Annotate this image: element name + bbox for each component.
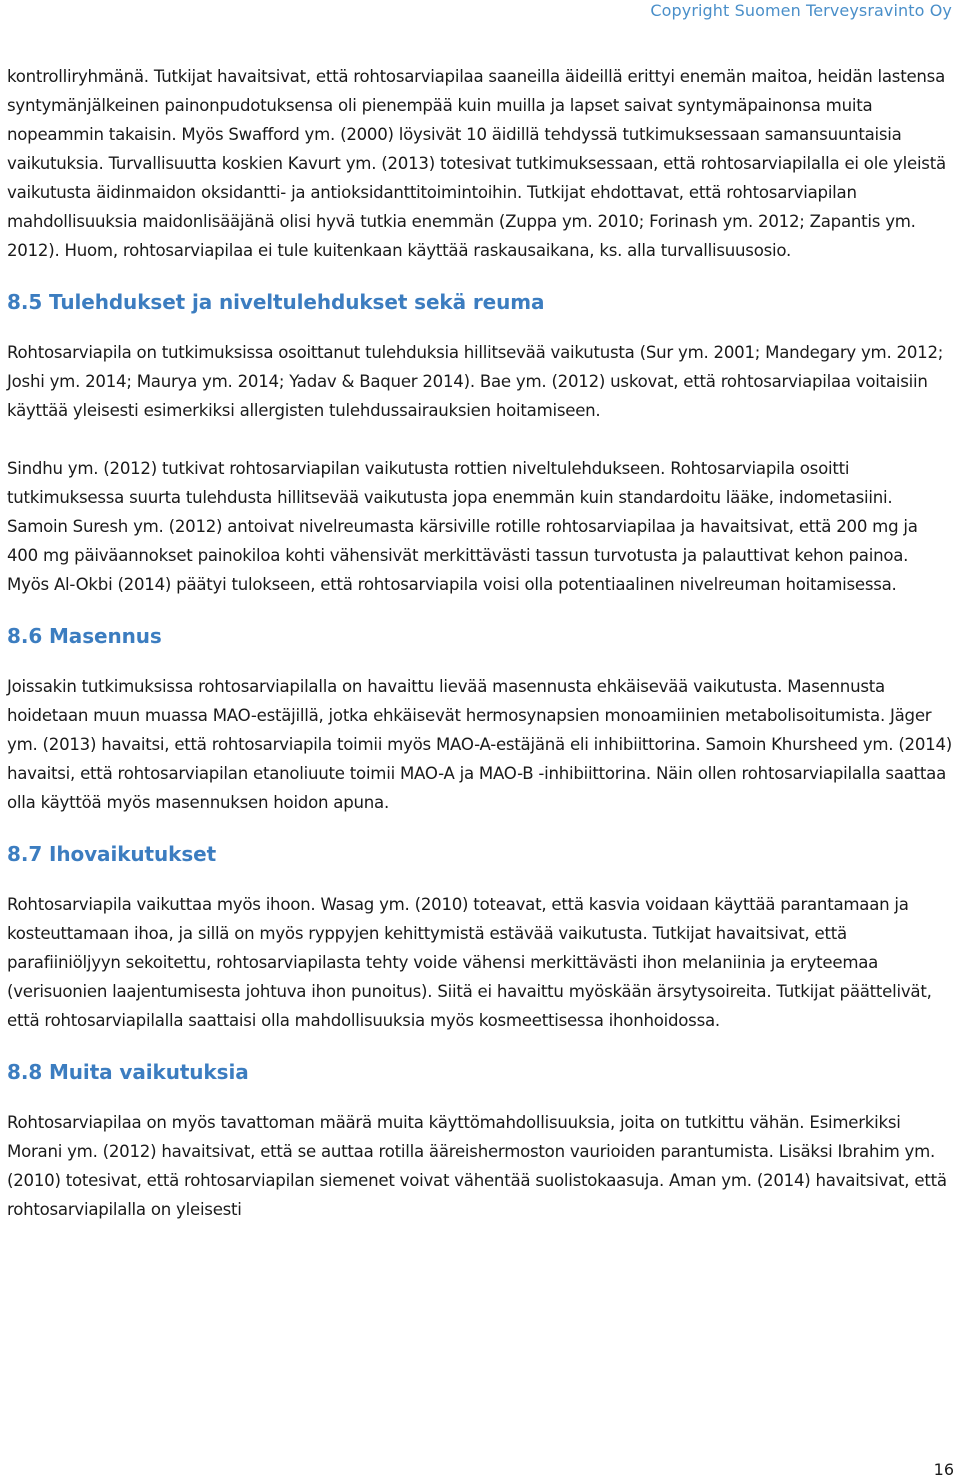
section-8-8-paragraph-1: Rohtosarviapilaa on myös tavattoman määrä muita käyttömahdollisuuksia, joita on tutkittu vähän. Esimerkiksi Morani ym. (2012) havaitsivat, että se auttaa rotilla ääreishermoston vaurioiden parantumista. Lisäksi Ibrahim ym. (2010) totesivat, että rohtosarviapilan siemenet voivat vähentää suolistokaasuja. Aman ym. (2014) havaitsivat, että rohtosarviapilalla on yleisesti [7, 1113, 947, 1219]
section-heading-8-8: 8.8 Muita vaikutuksia [7, 1060, 249, 1084]
page-body [7, 62, 953, 1224]
page-number: 16 [933, 1460, 954, 1479]
section-8-7-paragraph-1: Rohtosarviapila vaikuttaa myös ihoon. Wasag ym. (2010) toteavat, että kasvia voidaan käyttää parantamaan ja kosteuttamaan ihoa, ja sillä on myös ryppyjen kehittymistä estävää vaikutusta. Tutkijat havaitsivat, että parafiiniöljyyn sekoitettu, rohtosarviapilasta tehty voide vähensi merkittävästi ihon melaniinia ja eryteemaa (verisuonien laajentumisesta johtuva ihon punoitus). Siitä ei havaittu myöskään ärsytysoireita. Tutkijat päättelivät, että rohtosarviapilalla saattaisi olla mahdollisuuksia myös kosmeettisessa ihonhoidossa. [7, 895, 932, 1030]
section-8-6-paragraph-1: Joissakin tutkimuksissa rohtosarviapilalla on havaittu lievää masennusta ehkäisevää vaikutusta. Masennusta hoidetaan muun muassa MAO-estäjillä, jotka ehkäisevät hermosynapsien monoamiinien metabolisoitumista. Jäger ym. (2013) havaitsi, että rohtosarviapila toimii myös MAO-A-estäjänä eli inhibiittorina. Samoin Khursheed ym. (2014) havaitsi, että rohtosarviapilan etanoliuute toimii MAO-A ja MAO-B -inhibiittorina. Näin ollen rohtosarviapilalla saattaa olla käyttöä myös masennuksen hoidon apuna. [7, 677, 953, 812]
section-heading-8-5: 8.5 Tulehdukset ja niveltulehdukset sekä reuma [7, 290, 545, 314]
section-8-5-paragraph-2: Sindhu ym. (2012) tutkivat rohtosarviapilan vaikutusta rottien niveltulehdukseen. Rohtosarviapila osoitti tutkimuksessa suurta tulehdusta hillitsevää vaikutusta jopa enemmän kuin standardoitu lääke, indometasiini. Samoin Suresh ym. (2012) antoivat nivelreumasta kärsiville rotille rohtosarviapilaa ja havaitsivat, että 200 mg ja 400 mg päiväannokset painokiloa kohti vähensivät merkittävästi tassun turvotusta ja palauttivat kehon painoa. Myös Al-Okbi (2014) päätyi tulokseen, että rohtosarviapila voisi olla potentiaalinen nivelreuman hoitamisessa. [7, 459, 918, 594]
section-8-5-paragraph-1: Rohtosarviapila on tutkimuksissa osoittanut tulehduksia hillitsevää vaikutusta (Sur ym. 2001; Mandegary ym. 2012; Joshi ym. 2014; Maurya ym. 2014; Yadav & Baquer 2014). Bae ym. (2012) uskovat, että rohtosarviapilaa voitaisiin käyttää yleisesti esimerkiksi allergisten tulehdussairauksien hoitamiseen. [7, 343, 944, 420]
copyright-header: Copyright Suomen Terveysravinto Oy [650, 1, 952, 20]
section-heading-8-7: 8.7 Ihovaikutukset [7, 842, 217, 866]
intro-paragraph: kontrolliryhmänä. Tutkijat havaitsivat, että rohtosarviapilaa saaneilla äideillä erittyi enemän maitoa, heidän lastensa syntymänjälkeinen painonpudotuksensa oli pienempää kuin muilla ja lapset saivat syntymäpainonsa muita nopeammin takaisin. Myös Swafford ym. (2000) löysivät 10 äidillä tehdyssä tutkimuksessaan samansuuntaisia vaikutuksia. Turvallisuutta koskien Kavurt ym. (2013) totesivat tutkimuksessaan, että rohtosarviapilalla ei ole yleistä vaikutusta äidinmaidon oksidantti- ja antioksidanttitoimintoihin. Tutkijat ehdottavat, että rohtosarviapilan mahdollisuuksia maidonlisääjänä olisi hyvä tutkia enemmän (Zuppa ym. 2010; Forinash ym. 2012; Zapantis ym. 2012). Huom, rohtosarviapilaa ei tule kuitenkaan käyttää raskausaikana, ks. alla turvallisuusosio. [7, 67, 946, 260]
section-heading-8-6: 8.6 Masennus [7, 624, 162, 648]
